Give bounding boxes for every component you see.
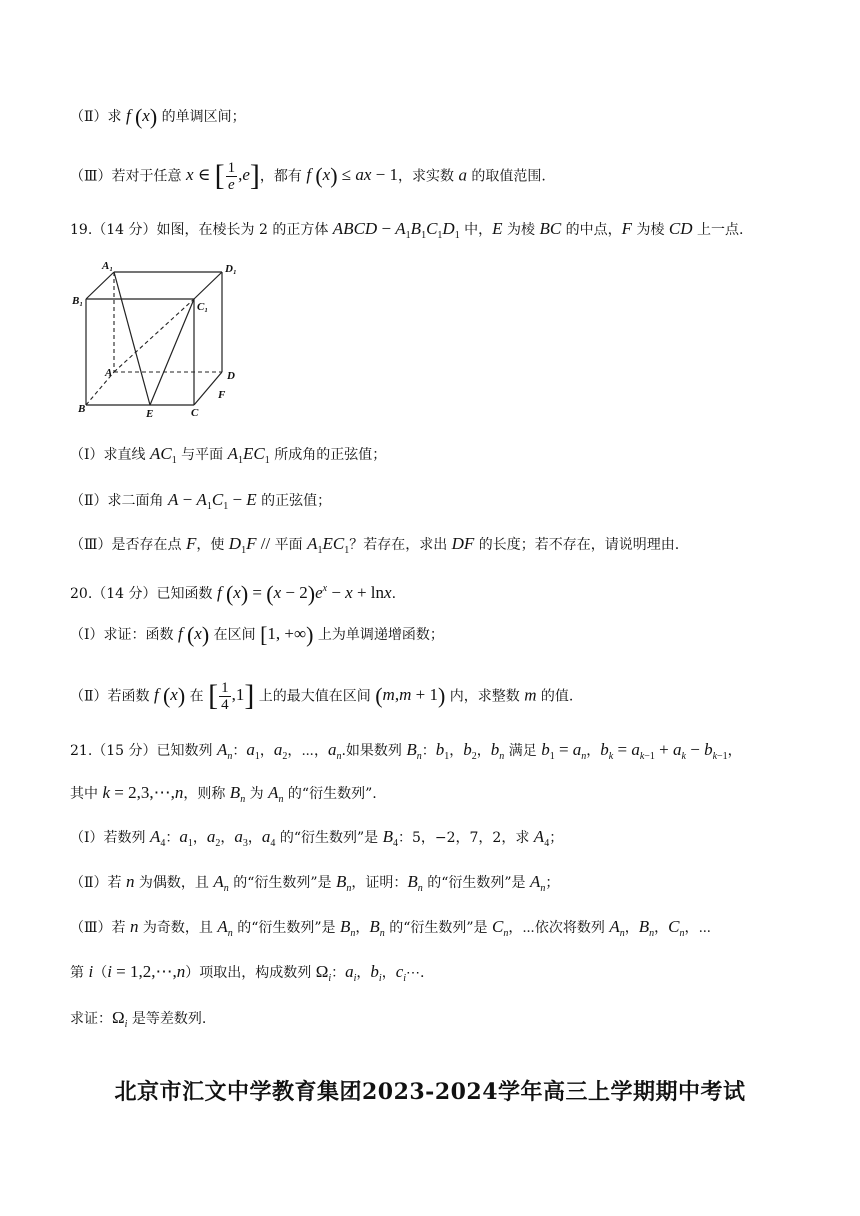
exam-title: 北京市汇文中学教育集团2023-2024学年高三上学期期中考试 bbox=[114, 1079, 746, 1105]
q21-stem-line1: 21.（15 分）已知数列 $A_n$：$a_1$，$a_2$，⋯，$a_n$.如果数列 $B_n$：$b_1$，$b_2$，$b_n$ 满足 $b_1 = a_n$，$b_k = a_{k-1} + a_k - b_{k-1}$， bbox=[70, 740, 742, 762]
label-B: B bbox=[78, 403, 86, 415]
label-F: F bbox=[218, 389, 226, 401]
q20-part1: （Ⅰ）求证：函数 f (x) 在区间 [1, +∞) 上为单调递增函数； bbox=[70, 622, 444, 648]
q21-part3-line1: （Ⅲ）若 n 为奇数，且 $A_n$ 的“衍生数列”是 $B_n$，$B_n$ 的“衍生数列”是 $C_n$，⋯依次将数列 $A_n$，$B_n$，$C_n$，⋯ bbox=[70, 917, 712, 939]
q21-part3-line2: 第 i（i = 1,2,⋯,n）项取出，构成数列 $\Omega_i$：$a_i$，$b_i$，$c_i\cdots$. bbox=[70, 962, 425, 984]
q21-part3-line3: 求证：$\Omega_i$ 是等差数列. bbox=[70, 1008, 207, 1030]
label-A1: A₁ bbox=[102, 260, 114, 272]
label-D1: D₁ bbox=[225, 263, 237, 275]
label-C1: C₁ bbox=[197, 301, 209, 313]
q19-part3: （Ⅲ）是否存在点 F，使 $D_1F$ // 平面 $A_1EC_1$？若存在，求出 DF 的长度；若不存在，请说明理由. bbox=[70, 534, 680, 556]
label-D: D bbox=[227, 370, 235, 382]
q19-part1: （Ⅰ）求直线 $AC_1$ 与平面 $A_1EC_1$ 所成角的正弦值； bbox=[70, 444, 387, 466]
label-A: A bbox=[105, 367, 113, 379]
cube-figure bbox=[72, 258, 252, 423]
q18-part3: （Ⅲ）若对于任意 x ∈ [ $\frac{1}{e}$ ,e]，都有 f (x) ≤ ax − 1，求实数 a 的取值范围. bbox=[70, 159, 546, 193]
q21-part1: （Ⅰ）若数列 $A_4$：$a_1$，$a_2$，$a_3$，$a_4$ 的“衍生数列”是 $B_4$：5，−2，7，2，求 $A_4$； bbox=[70, 827, 564, 849]
q21-stem-line2: 其中 k = 2,3,⋯,n，则称 $B_n$ 为 $A_n$ 的“衍生数列”. bbox=[70, 783, 377, 805]
q21-part2: （Ⅱ）若 n 为偶数，且 $A_n$ 的“衍生数列”是 $B_n$，证明：$B_n$ 的“衍生数列”是 $A_n$； bbox=[70, 872, 560, 894]
label-E: E bbox=[146, 408, 154, 420]
q19-part2: （Ⅱ）求二面角 $A - A_1C_1 - E$ 的正弦值； bbox=[70, 490, 332, 512]
q20-part2: （Ⅱ）若函数 f (x) 在 [ $\frac{1}{4}$ ,1] 上的最大值在区间 (m,m + 1) 内，求整数 m 的值. bbox=[70, 679, 574, 713]
q18-part2: （Ⅱ）求 f (x) 的单调区间； bbox=[70, 104, 246, 130]
label-C: C bbox=[191, 407, 199, 419]
q20-stem: 20.（14 分）已知函数 f $(x) = (x - 2)e^x - x + \ln x$. bbox=[70, 581, 397, 607]
label-B1: B₁ bbox=[72, 295, 84, 307]
q19-stem: 19.（14 分）如图，在棱长为 2 的正方体 ABCD − $A_1B_1C_1D_1$ 中，E 为棱 BC 的中点，F 为棱 CD 上一点. bbox=[70, 219, 744, 241]
